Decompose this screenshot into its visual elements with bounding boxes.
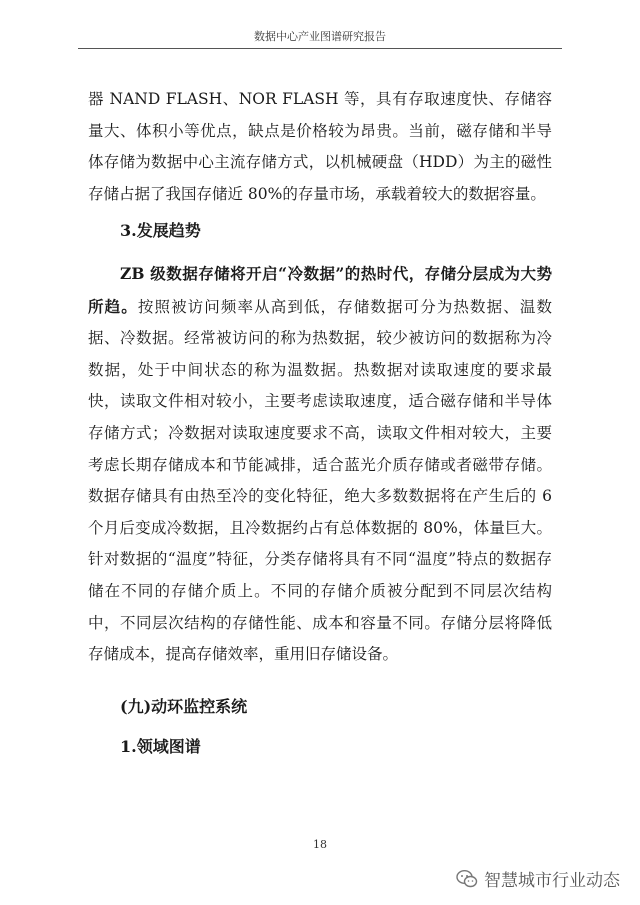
wechat-icon bbox=[456, 869, 478, 889]
heading-trend: 3.发展趋势 bbox=[120, 221, 201, 240]
heading-sub: 1.领域图谱 bbox=[120, 737, 201, 756]
page-header: 数据中心产业图谱研究报告 bbox=[254, 30, 386, 43]
watermark-text: 智慧城市行业动态 bbox=[484, 871, 620, 891]
heading-section: (九)动环监控系统 bbox=[120, 697, 248, 716]
header-rule bbox=[78, 48, 562, 49]
page-number: 18 bbox=[313, 838, 327, 851]
paragraph-2-body: 按照被访问频率从高到低，存储数据可分为热数据、温数据、冷数据。经常被访问的称为热数据，较少被访问的数据称为冷数据，处于中间状态的称为温数据。热数据对读取速度的要求最快，读取文件相对较小，主要考虑读取速度，适合磁存储和半导体存储方式；冷数据对读取速度要求不高，读取文件相对较大，主要考虑长期存储成本和节能减排，适合蓝光介质存储或者磁带存储。数据存储具有由热至冷的变化特征，绝大多数数据将在产生后的 6 个月后变成冷数据，且冷数据约占有总体数据的 80%，体量巨大。针对数据的“温度”特征，分类存储将具有不同“温度”特点的数据存储在不同的存储介质上。不同的存储介质被分配到不同层次结构中，不同层次结构的存储性能、成本和容量不同。存储分层将降低存储成本，提高存储效率，重用旧存储设备。 bbox=[88, 297, 552, 664]
paragraph-2 bbox=[88, 258, 552, 671]
paragraph-2-lead: ZB 级数据存储将开启“冷数据”的热时代，存储分层成为大势所趋。 bbox=[88, 264, 552, 316]
paragraph-1: 器 NAND FLASH、NOR FLASH 等，具有存取速度快、存储容量大、体积小等优点，缺点是价格较为昂贵。当前，磁存储和半导体存储为数据中心主流存储方式，以机械硬盘（HDD）为主的磁性存储占据了我国存储近 80%的存量市场，承载着较大的数据容量。 bbox=[88, 90, 552, 203]
watermark bbox=[456, 866, 620, 891]
